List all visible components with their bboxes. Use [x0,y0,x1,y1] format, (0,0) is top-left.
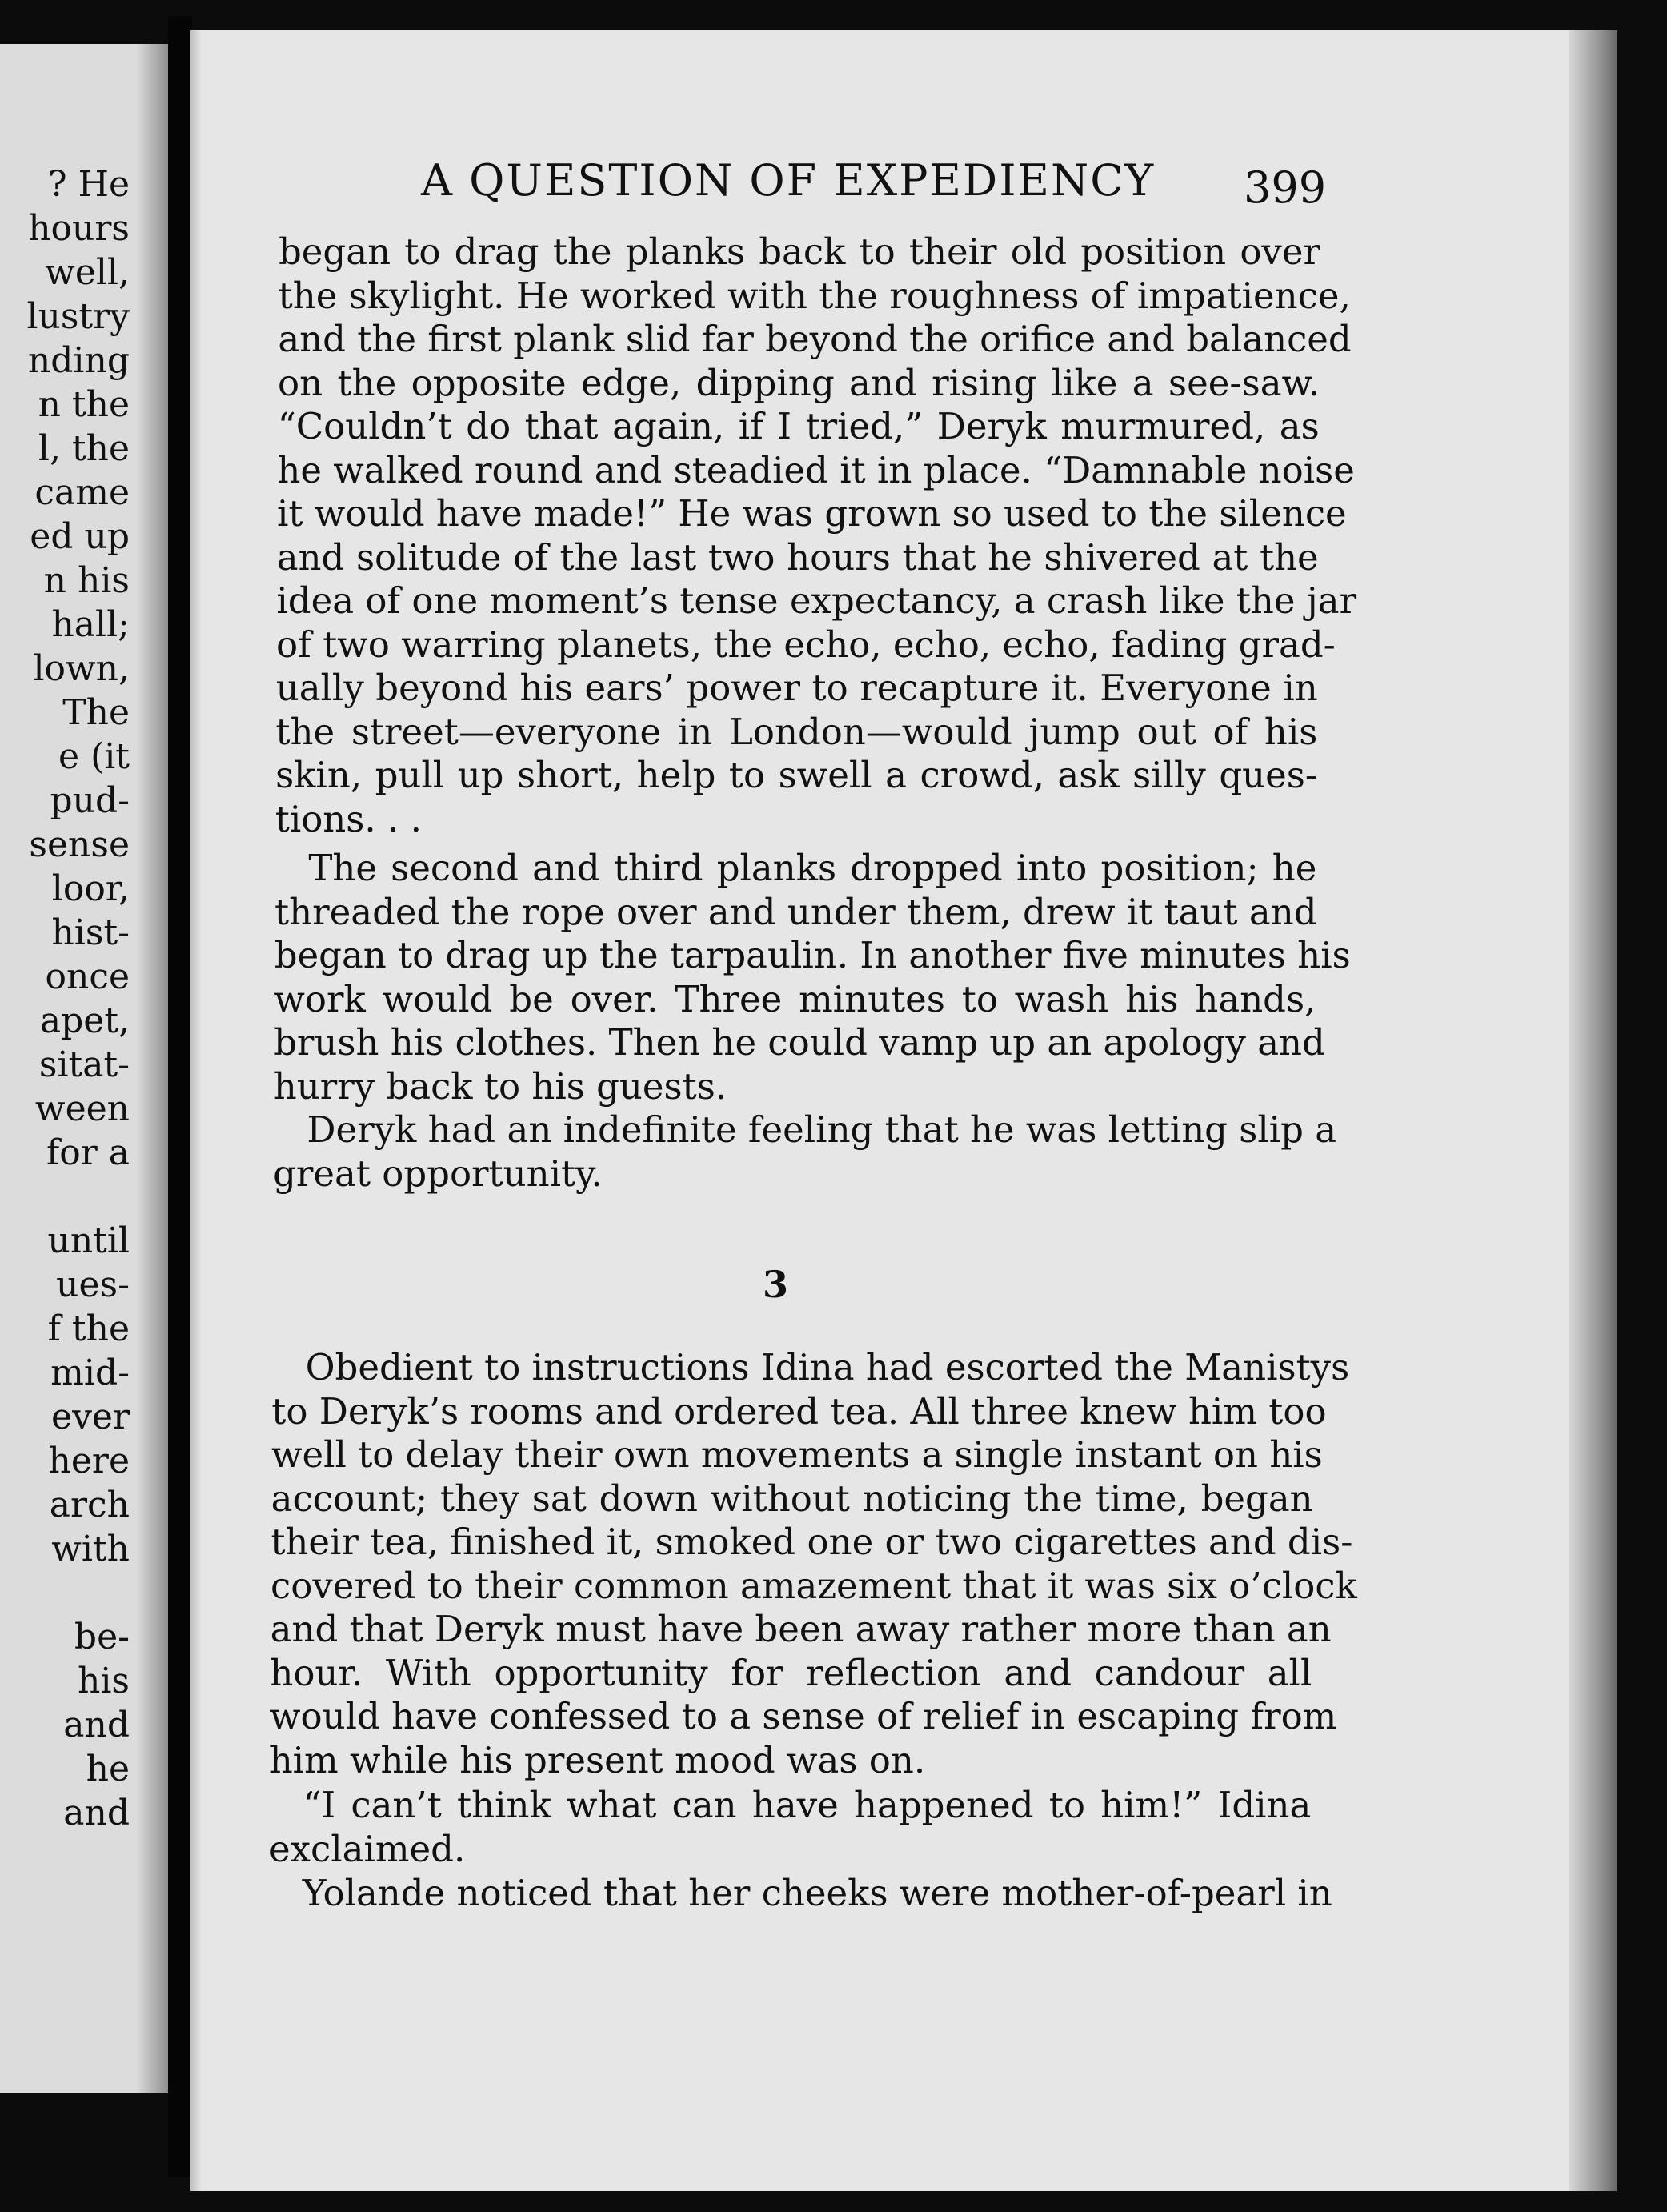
text-line: their tea, finished it, smoked one or two cigarettes and dis- [270,1521,1353,1563]
text-line: began to drag the planks back to their old position over [279,230,1320,273]
page-edge-left [190,30,202,2191]
text-line: it would have made!” He was grown so used to the silence [277,492,1347,535]
text-line: hurry back to his guests. [273,1064,727,1108]
facing-page-line: n his [43,560,130,601]
text-line: Deryk had an indefinite feeling that he was letting slip a [307,1108,1337,1151]
text-line: The second and third planks dropped into position; he [308,847,1317,889]
facing-page-line: f the [47,1308,130,1349]
facing-page-line: until [47,1220,130,1261]
facing-page-line: and [63,1793,130,1833]
text-line: Obedient to instructions Idina had escorted the Manistys [305,1346,1350,1389]
facing-page-line: sense [29,824,130,865]
text-line: covered to their common amazement that it was six o’clock [270,1564,1357,1607]
facing-page-line: and [63,1705,130,1745]
facing-page-line: be- [74,1617,130,1657]
facing-page-fragment [0,44,168,2093]
text-line: skin, pull up short, help to swell a crowd, ask silly ques- [275,754,1318,796]
text-line: the skylight. He worked with the roughness of impatience, [278,274,1351,317]
text-line: brush his clothes. Then he could vamp up an apology and [274,1021,1325,1064]
text-line: he walked round and steadied it in place. “Damnable noise [277,448,1355,491]
facing-page-line: here [48,1441,130,1481]
facing-page-line: ed up [30,516,130,557]
facing-page-line: sitat- [38,1044,130,1085]
text-line: threaded the rope over and under them, drew it taut and [274,890,1317,933]
facing-page-line: l, the [38,428,130,469]
facing-page-line: mid- [50,1352,130,1393]
text-line: great opportunity. [273,1152,603,1195]
facing-page-line: hours [28,208,130,249]
text-line: tions. . . [274,797,422,840]
facing-page-line: loor, [51,868,130,909]
text-line: “Couldn’t do that again, if I tried,” Deryk murmured, as [277,405,1320,447]
facing-page-line: arch [49,1485,130,1525]
facing-page-line: hall; [51,604,130,645]
facing-page-line: ween [34,1088,130,1129]
page-number: 399 [1244,162,1327,213]
book-binding [168,16,192,2177]
running-head: A QUESTION OF EXPEDIENCY [421,155,1156,206]
text-line: of two warring planets, the echo, echo, echo, fading grad- [276,623,1336,666]
text-line: to Deryk’s rooms and ordered tea. All three knew him too [271,1389,1327,1433]
facing-page-line: well, [45,252,130,293]
text-line: the street—everyone in London—would jump out of his [275,710,1318,753]
text-line: began to drag up the tarpaulin. In another five minutes his [274,934,1351,976]
book-page [190,30,1617,2191]
text-line: “I can’t think what can have happened to him!” Idina [303,1784,1312,1826]
text-line: account; they sat down without noticing the time, began [270,1477,1313,1520]
text-line: and that Deryk must have been away rather more than an [270,1608,1332,1650]
facing-page-line: for a [46,1132,130,1173]
text-line: and solitude of the last two hours that he shivered at the [276,535,1319,579]
text-line: idea of one moment’s tense expectancy, a crash like the jar [276,579,1357,622]
page-edge-right [1569,30,1617,2191]
text-line: on the opposite edge, dipping and rising like a see-saw. [278,361,1320,404]
text-line: hour. With opportunity for reflection and candour all [270,1651,1312,1694]
text-line: work would be over. Three minutes to wash his hands, [274,977,1316,1020]
facing-page-line: his [78,1661,130,1701]
facing-page-line: ? He [48,164,130,205]
section-number: 3 [763,1263,789,1306]
facing-page-line: ever [51,1397,130,1437]
text-line: Yolande noticed that her cheeks were mother-of-pearl in [302,1872,1332,1914]
text-line: well to delay their own movements a single instant on his [270,1433,1323,1476]
facing-page-line: hist- [51,912,130,953]
facing-page-line: ues- [56,1264,130,1305]
facing-page-line: with [51,1529,130,1569]
facing-page-line: came [34,472,130,513]
gutter-shadow [136,44,168,2093]
text-line: and the first plank slid far beyond the orifice and balanced [278,318,1352,360]
text-line: him while his present mood was on. [269,1738,926,1781]
facing-page-line: once [45,956,130,997]
facing-page-line: The [62,692,130,733]
facing-page-line: n the [38,384,130,425]
facing-page-line: lustry [26,296,130,337]
facing-page-line: pud- [50,780,130,821]
text-line: exclaimed. [269,1827,466,1870]
text-line: would have confessed to a sense of relief in escaping from [270,1695,1337,1737]
facing-page-line: lown, [33,648,130,689]
facing-page-line: e (it [58,736,130,777]
facing-page-line: he [86,1749,130,1789]
text-line: ually beyond his ears’ power to recapture it. Everyone in [275,667,1318,709]
facing-page-line: nding [27,340,130,381]
facing-page-line: apet, [39,1000,130,1041]
